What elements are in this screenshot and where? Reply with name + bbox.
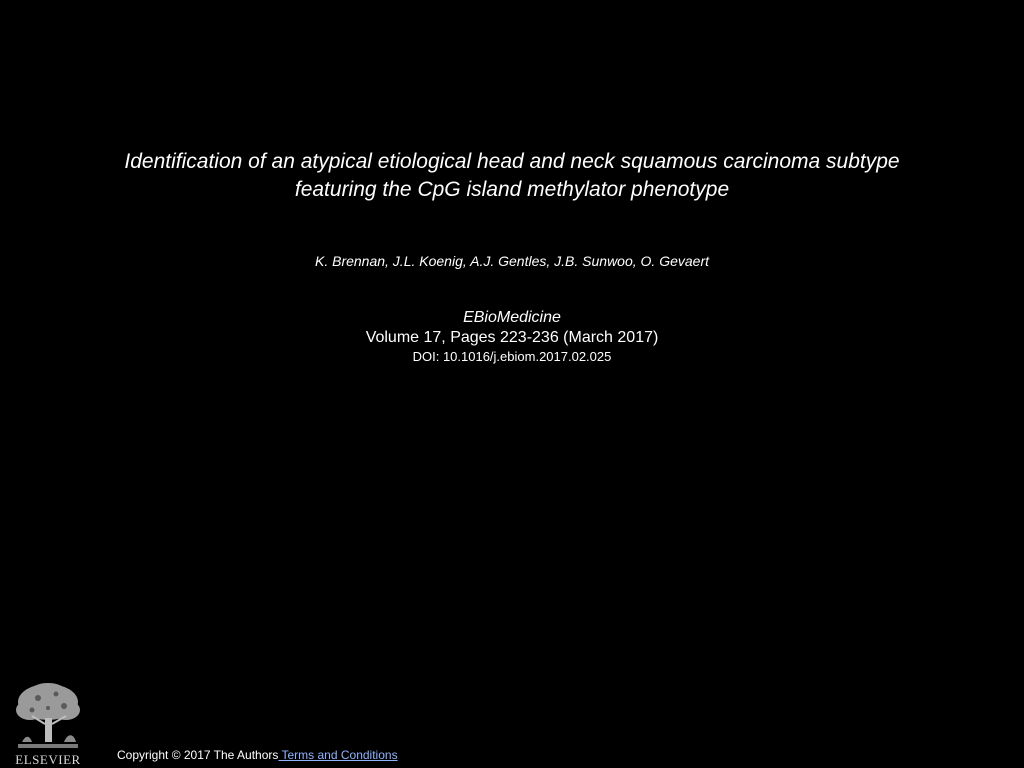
article-title bbox=[40, 148, 984, 204]
elsevier-tree-logo-icon bbox=[8, 680, 88, 752]
citation-block bbox=[40, 308, 984, 365]
volume-pages: Volume 17, Pages 223-236 (March 2017) bbox=[365, 329, 659, 346]
journal-name: EBioMedicine bbox=[463, 309, 561, 326]
title-line-1: Identification of an atypical etiological head and neck squamous carcinoma subtype bbox=[124, 150, 900, 173]
doi-text: DOI: 10.1016/j.ebiom.2017.02.025 bbox=[412, 349, 612, 364]
elsevier-wordmark: ELSEVIER bbox=[15, 752, 81, 767]
title-line-2: featuring the CpG island methylator phenotype bbox=[294, 178, 730, 201]
author-list: K. Brennan, J.L. Koenig, A.J. Gentles, J.B. Sunwoo, O. Gevaert bbox=[314, 253, 710, 269]
copyright-text: Copyright © 2017 The Authors bbox=[117, 748, 279, 762]
elsevier-logo bbox=[8, 680, 88, 768]
terms-and-conditions-link[interactable]: Terms and Conditions bbox=[278, 748, 398, 762]
footer bbox=[117, 748, 398, 763]
